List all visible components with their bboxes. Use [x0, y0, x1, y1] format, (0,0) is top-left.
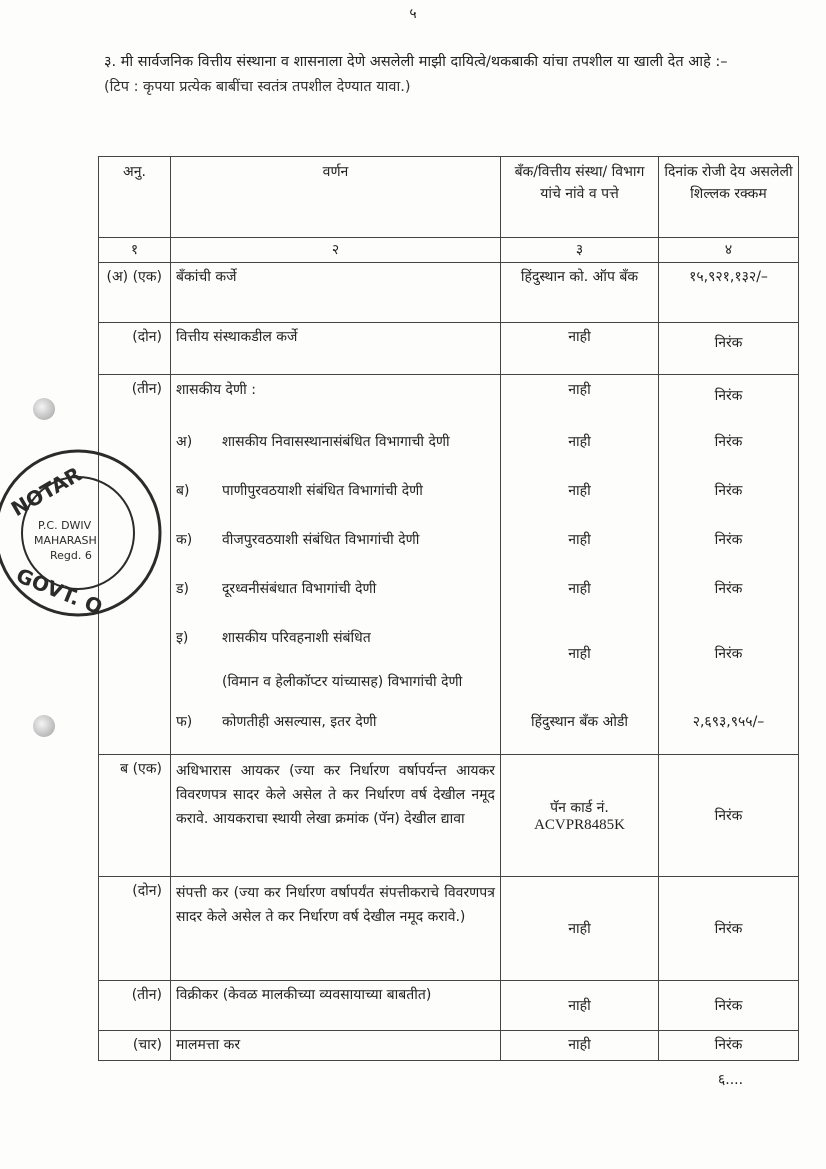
- item-label: इ): [176, 630, 189, 646]
- item-amount: निरंक: [714, 532, 743, 548]
- list-item: [176, 627, 495, 711]
- item-amount: २,६९३,९५५/–: [692, 714, 765, 730]
- row-amount: निरंक: [659, 323, 799, 375]
- intro-block: [104, 50, 794, 100]
- row-institution: [501, 375, 659, 755]
- list-item: [176, 431, 495, 480]
- row-description: मालमत्ता कर: [171, 1031, 501, 1061]
- row-serial: (अ) (एक): [99, 263, 171, 323]
- table-row: [99, 375, 799, 755]
- item-text-line2: (विमान व हेलीकॉप्टर यांच्यासह) विभागांची देणी: [222, 674, 463, 690]
- item-label: ब): [176, 483, 190, 499]
- item-text: कोणतीही असल्यास, इतर देणी: [222, 714, 377, 730]
- table-header-row: [99, 157, 799, 238]
- row-description: बँकांची कर्जे: [171, 263, 501, 323]
- list-item: [176, 578, 495, 627]
- list-item: [176, 480, 495, 529]
- item-label: फ): [176, 714, 193, 730]
- row-description: संपत्ती कर (ज्या कर निर्धारण वर्षापर्यंत संपत्तीकराचे विवरणपत्र सादर केले असेल ते कर निर्धारण वर्ष देखील नमूद करावे.): [171, 877, 501, 981]
- row-institution: [501, 755, 659, 877]
- next-page-marker: ६....: [718, 1072, 744, 1088]
- item-institution: नाही: [568, 581, 591, 597]
- item-amount: निरंक: [714, 434, 743, 450]
- row-institution: नाही: [568, 382, 591, 398]
- item-text-line1: शासकीय परिवहनाशी संबंधित: [222, 630, 371, 646]
- col-num-3: ३: [501, 238, 659, 263]
- page-number: ५: [409, 6, 417, 22]
- table-row: [99, 323, 799, 375]
- header-description: वर्णन: [171, 157, 501, 238]
- row-description: [171, 375, 501, 755]
- row-serial: (तीन): [99, 981, 171, 1031]
- header-serial: अनु.: [99, 157, 171, 238]
- table-row: [99, 263, 799, 323]
- row-amount: निरंक: [714, 388, 743, 404]
- list-item: [176, 529, 495, 578]
- row-serial: (चार): [99, 1031, 171, 1061]
- item-label: ड): [176, 581, 189, 597]
- row-institution: नाही: [501, 877, 659, 981]
- row-description: वित्तीय संस्थाकडील कर्जे: [171, 323, 501, 375]
- stamp-regd-text: Regd. 6: [50, 549, 92, 562]
- row-serial: (तीन): [99, 375, 171, 755]
- row-institution: हिंदुस्थान को. ऑप बँक: [501, 263, 659, 323]
- binder-hole: [33, 715, 55, 737]
- row-amount: निरंक: [659, 877, 799, 981]
- table-row: [99, 981, 799, 1031]
- stamp-name-text: P.C. DWIV: [38, 519, 92, 532]
- liabilities-table: [98, 156, 799, 1061]
- notary-stamp: [0, 445, 166, 621]
- pan-label: पॅन कार्ड नं.: [550, 799, 609, 816]
- row-institution: नाही: [501, 1031, 659, 1061]
- row-description: शासकीय देणी :: [176, 382, 256, 398]
- header-amount: दिनांक रोजी देय असलेली शिल्लक रक्कम: [659, 157, 799, 238]
- pan-number: ACVPR8485K: [534, 816, 625, 833]
- stamp-top-text: NOTAR: [6, 461, 86, 522]
- item-institution: हिंदुस्थान बँक ओडी: [530, 714, 629, 730]
- item-text: शासकीय निवासस्थानासंबंधित विभागाची देणी: [222, 434, 450, 450]
- header-institution: बँक/वित्तीय संस्था/ विभाग यांचे नांवे व पत्ते: [501, 157, 659, 238]
- intro-note: (टिप : कृपया प्रत्येक बाबींचा स्वतंत्र तपशील देण्यात यावा.): [104, 79, 411, 95]
- binder-hole: [33, 398, 55, 420]
- table-row: [99, 755, 799, 877]
- stamp-bottom-text: GOVT. O: [12, 563, 106, 620]
- row-amount: १५,९२१,१३२/–: [659, 263, 799, 323]
- item-amount: निरंक: [714, 646, 743, 662]
- row-institution: नाही: [501, 323, 659, 375]
- row-institution: नाही: [501, 981, 659, 1031]
- intro-text: ३. मी सार्वजनिक वित्तीय संस्थाना व शासनाला देणे असलेली माझी दायित्वे/थकबाकी यांचा तपशील या खाली देत आहे :–: [104, 54, 728, 70]
- item-institution: नाही: [568, 434, 591, 450]
- col-num-2: २: [171, 238, 501, 263]
- row-serial: ब (एक): [99, 755, 171, 877]
- item-label: क): [176, 532, 193, 548]
- row-description: अधिभारास आयकर (ज्या कर निर्धारण वर्षापर्यन्त आयकर विवरणपत्र सादर केले असेल ते कर निर्धारण वर्ष देखील नमूद करावे. आयकराचा स्थायी लेखा क्रमांक (पॅन) देखील द्यावा: [171, 755, 501, 877]
- col-num-1: १: [99, 238, 171, 263]
- col-num-4: ४: [659, 238, 799, 263]
- list-item: [176, 711, 495, 741]
- table-row: [99, 877, 799, 981]
- item-amount: निरंक: [714, 581, 743, 597]
- item-amount: निरंक: [714, 483, 743, 499]
- row-amount: निरंक: [659, 755, 799, 877]
- row-amount: [659, 375, 799, 755]
- item-text: दूरध्वनीसंबंधात विभागांची देणी: [222, 581, 377, 597]
- row-serial: (दोन): [99, 877, 171, 981]
- item-institution: नाही: [568, 646, 591, 662]
- item-label: अ): [176, 434, 193, 450]
- table-row: [99, 1031, 799, 1061]
- item-text: पाणीपुरवठयाशी संबंधित विभागांची देणी: [222, 483, 423, 499]
- row-serial: (दोन): [99, 323, 171, 375]
- item-institution: नाही: [568, 483, 591, 499]
- item-text: [222, 627, 462, 693]
- row-amount: निरंक: [659, 981, 799, 1031]
- item-institution: नाही: [568, 532, 591, 548]
- column-number-row: [99, 238, 799, 263]
- stamp-state-text: MAHARASH: [34, 534, 97, 547]
- row-amount: निरंक: [659, 1031, 799, 1061]
- item-text: वीजपुरवठयाशी संबंधित विभागांची देणी: [222, 532, 420, 548]
- row-description: विक्रीकर (केवळ मालकीच्या व्यवसायाच्या बाबतीत): [171, 981, 501, 1031]
